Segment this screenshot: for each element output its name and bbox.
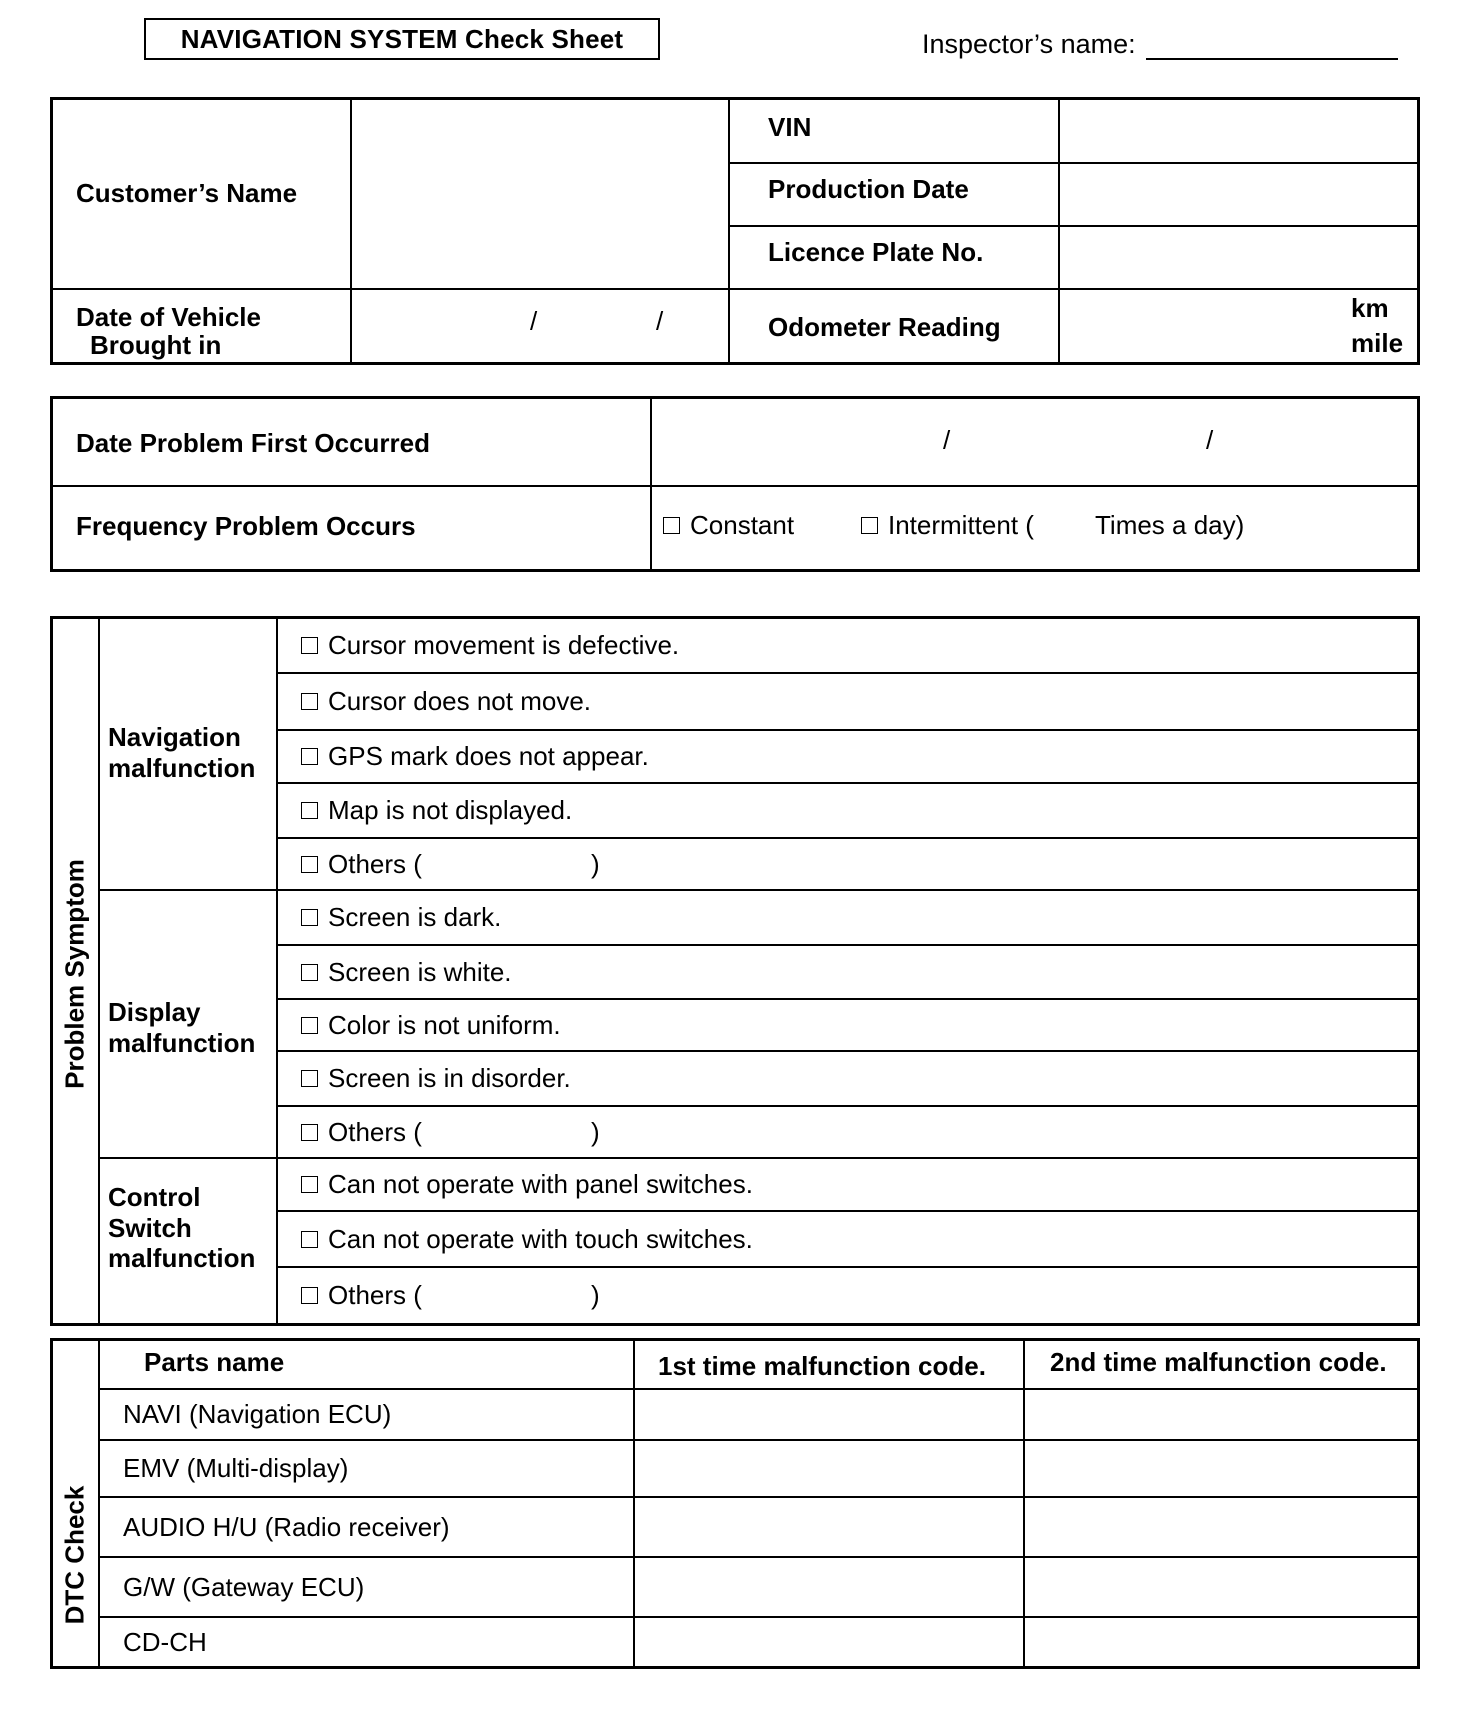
symptom-checkbox[interactable] [301,1287,318,1304]
date-separator: / [943,425,951,455]
dtc-part-name: NAVI (Navigation ECU) [123,1399,392,1429]
production-date-field[interactable] [1060,164,1417,225]
symptom-checkbox[interactable] [301,802,318,819]
date-separator: / [656,306,664,336]
unit-km: km [1351,293,1389,323]
symptom-checkbox[interactable] [301,909,318,926]
dtc-2nd-code-field[interactable] [1025,1618,1417,1666]
symptom-item: Map is not displayed. [301,784,572,837]
symptom-checkbox[interactable] [301,1070,318,1087]
inspector-name-line[interactable] [1146,28,1398,60]
dtc-part-name: G/W (Gateway ECU) [123,1571,365,1602]
odometer-label: Odometer Reading [768,312,1001,342]
dtc-check-table [50,1338,1420,1669]
symptom-item: Screen is in disorder. [301,1052,571,1105]
dtc-1st-code-field[interactable] [635,1441,1023,1496]
inspector-label: Inspector’s name: [922,29,1136,59]
symptom-checkbox[interactable] [301,856,318,873]
symptom-item: Screen is white. [301,946,512,998]
customer-name-field[interactable] [352,100,728,288]
date-brought-in-label-line2: Brought in [90,330,222,360]
licence-plate-label: Licence Plate No. [768,237,984,267]
column-header-parts-name: Parts name [144,1347,285,1377]
column-header-1st-code: 1st time malfunction code. [658,1351,986,1381]
sheet-title: NAVIGATION SYSTEM Check Sheet [144,18,660,60]
dtc-part-name: CD-CH [123,1626,207,1657]
symptom-item-others: Others ( [301,1268,422,1323]
date-first-occurred-label: Date Problem First Occurred [76,428,430,458]
symptom-item-others: Others ( [301,839,422,889]
date-first-occurred-field[interactable] [652,399,1417,485]
symptom-checkbox[interactable] [301,637,318,654]
symptom-item-others: Others ( [301,1107,422,1157]
problem-symptom-table [50,616,1420,1326]
odometer-field[interactable] [1060,290,1417,362]
date-separator: / [1206,425,1214,455]
symptom-item: Screen is dark. [301,891,501,944]
customer-name-label: Customer’s Name [76,178,298,208]
close-paren: ) [591,1116,600,1147]
display-malfunction-label: Display malfunction [108,997,256,1058]
date-brought-in-field[interactable] [352,290,728,362]
dtc-2nd-code-field[interactable] [1025,1441,1417,1496]
control-switch-malfunction-label: Control Switch malfunction [108,1182,256,1274]
symptom-checkbox[interactable] [301,1231,318,1248]
vin-field[interactable] [1060,100,1417,162]
symptom-checkbox[interactable] [301,1017,318,1034]
problem-symptom-section-label: Problem Symptom [59,859,90,1089]
dtc-1st-code-field[interactable] [635,1558,1023,1616]
intermittent-checkbox[interactable] [861,517,878,534]
column-header-2nd-code: 2nd time malfunction code. [1050,1347,1387,1377]
symptom-item: Cursor does not move. [301,674,591,729]
dtc-1st-code-field[interactable] [635,1390,1023,1439]
dtc-2nd-code-field[interactable] [1025,1390,1417,1439]
symptom-checkbox[interactable] [301,748,318,765]
times-a-day-label: Times a day) [1095,509,1245,540]
symptom-item: GPS mark does not appear. [301,731,649,782]
symptom-item: Can not operate with panel switches. [301,1159,753,1210]
dtc-2nd-code-field[interactable] [1025,1498,1417,1556]
inspector-field [922,28,1398,60]
vehicle-info-table [50,97,1420,365]
symptom-item: Can not operate with touch switches. [301,1212,753,1266]
symptom-item: Cursor movement is defective. [301,619,679,672]
date-separator: / [530,306,538,336]
frequency-label: Frequency Problem Occurs [76,511,416,541]
dtc-1st-code-field[interactable] [635,1498,1023,1556]
close-paren: ) [591,1280,600,1310]
dtc-1st-code-field[interactable] [635,1618,1023,1666]
dtc-check-section-label: DTC Check [59,1485,90,1625]
symptom-item: Color is not uniform. [301,1000,561,1050]
close-paren: ) [591,848,600,879]
symptom-checkbox[interactable] [301,1176,318,1193]
production-date-label: Production Date [768,174,969,204]
symptom-checkbox[interactable] [301,964,318,981]
unit-mile: mile [1351,328,1404,358]
navigation-malfunction-label: Navigation malfunction [108,722,256,783]
intermittent-label: Intermittent ( [888,509,1034,540]
dtc-part-name: AUDIO H/U (Radio receiver) [123,1511,450,1542]
symptom-checkbox[interactable] [301,1124,318,1141]
date-brought-in-label-line1: Date of Vehicle [76,302,261,332]
licence-plate-field[interactable] [1060,227,1417,288]
vin-label: VIN [768,112,812,142]
constant-label: Constant [690,509,795,540]
symptom-checkbox[interactable] [301,693,318,710]
dtc-2nd-code-field[interactable] [1025,1558,1417,1616]
occurrence-table [50,396,1420,572]
constant-checkbox[interactable] [663,517,680,534]
dtc-part-name: EMV (Multi-display) [123,1453,349,1483]
